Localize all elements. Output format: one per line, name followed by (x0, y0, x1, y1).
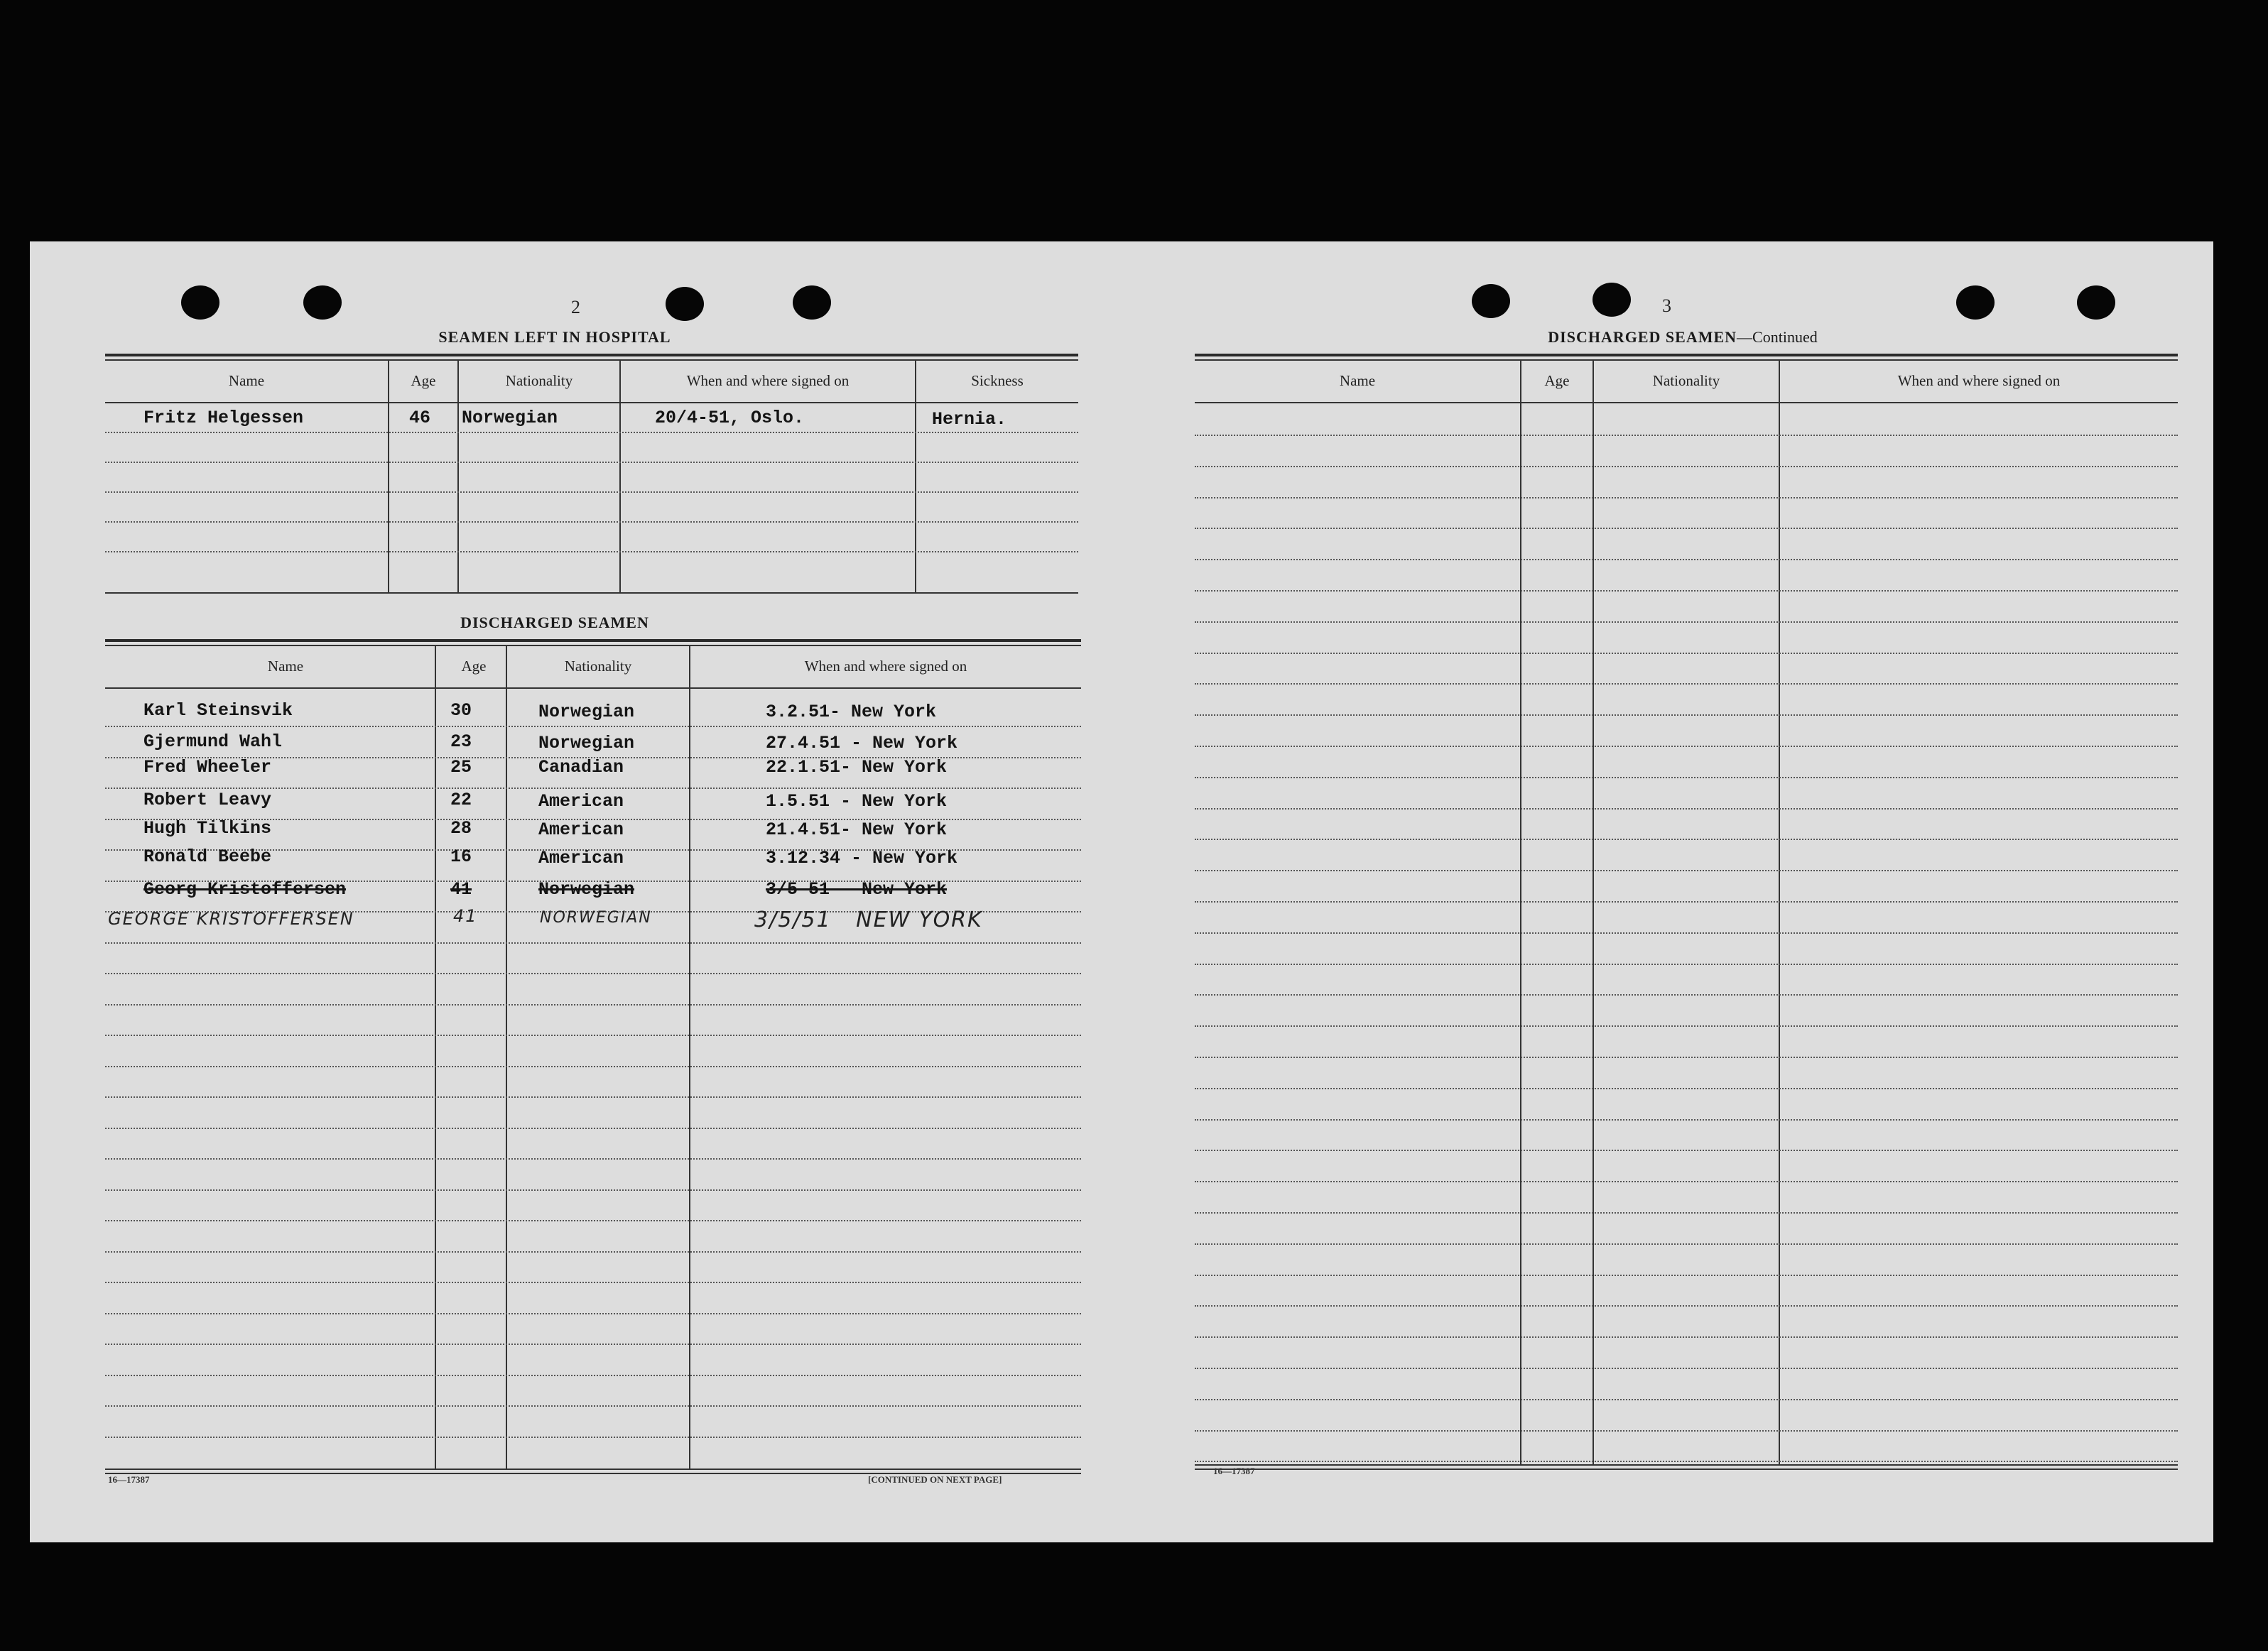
hospital-header-age: Age (411, 372, 436, 389)
form-number-right: 16—17387 (1213, 1466, 1255, 1476)
discharged-header-signed-on: When and where signed on (804, 658, 967, 675)
row-line (1195, 1399, 2178, 1400)
row-line (105, 1375, 1081, 1376)
row-line (1195, 932, 2178, 934)
row-line (1195, 839, 2178, 840)
row-line (1195, 964, 2178, 965)
continued-note: [CONTINUED ON NEXT PAGE] (868, 1474, 1002, 1485)
row-line (105, 1282, 1081, 1283)
right-title-continued: —Continued (1737, 328, 1818, 346)
row-line (105, 1189, 1081, 1191)
column-divider (506, 646, 507, 1470)
row-line (1195, 683, 2178, 685)
discharged-row-age: 30 (450, 700, 472, 721)
rule (105, 402, 1078, 403)
row-line (105, 1004, 1081, 1006)
hospital-header-name: Name (228, 372, 265, 389)
punch-hole (303, 285, 342, 320)
row-line (1195, 497, 2178, 498)
row-line (1195, 1088, 2178, 1089)
row-line (105, 1344, 1081, 1345)
right-header-name: Name (1339, 372, 1376, 389)
discharged-header-age: Age (461, 658, 487, 675)
punch-hole (666, 287, 704, 321)
punch-hole (2077, 285, 2115, 320)
page-number-right: 3 (1662, 295, 1671, 316)
discharged-row-age: 16 (450, 846, 472, 867)
hospital-row-sickness: Hernia. (932, 409, 1007, 430)
row-line (1195, 1275, 2178, 1276)
row-line (1195, 435, 2178, 436)
discharged-row-name: Fred Wheeler (143, 757, 272, 778)
hospital-section-title: SEAMEN LEFT IN HOSPITAL (438, 328, 671, 346)
discharged-header-name: Name (267, 658, 304, 675)
right-title-main: DISCHARGED SEAMEN (1548, 328, 1737, 346)
page-number-left: 2 (571, 297, 580, 317)
row-line (105, 726, 1081, 727)
row-line (1195, 528, 2178, 529)
discharged-header-nationality: Nationality (564, 658, 632, 675)
discharged-row-signed-on: 3.12.34 - New York (766, 848, 958, 868)
discharged-row-nationality-struck: Norwegian (538, 879, 635, 900)
punch-hole (793, 285, 831, 320)
row-line (1195, 994, 2178, 996)
rule (105, 359, 1078, 361)
discharged-row-signed-on-struck: 3/5-51 - New York (766, 879, 948, 900)
discharged-row-age: 23 (450, 731, 472, 752)
discharged-row-name: Karl Steinsvik (143, 700, 293, 721)
row-line (105, 1066, 1081, 1067)
row-line (1195, 621, 2178, 623)
row-line (1195, 1305, 2178, 1307)
row-line (105, 1313, 1081, 1314)
discharged-row-name-struck: Georg Kristoffersen (143, 879, 347, 900)
hospital-header-sickness: Sickness (971, 372, 1024, 389)
discharged-row-signed-on: 22.1.51- New York (766, 757, 948, 778)
rule (105, 354, 1078, 356)
row-line (105, 973, 1081, 974)
rule (105, 592, 1078, 594)
handwritten-nationality: NORWEGIAN (540, 909, 652, 927)
document-sheet (30, 241, 2213, 1542)
discharged-row-signed-on: 3.2.51- New York (766, 702, 937, 722)
column-divider (435, 646, 436, 1470)
right-header-nationality: Nationality (1652, 372, 1720, 389)
column-divider (457, 361, 459, 592)
row-line (1195, 1212, 2178, 1214)
rule (1195, 359, 2178, 361)
row-line (105, 551, 1078, 552)
discharged-row-name: Hugh Tilkins (143, 818, 272, 839)
row-line (105, 1220, 1081, 1221)
row-line (1195, 653, 2178, 654)
right-header-age: Age (1544, 372, 1570, 389)
discharged-row-nationality: American (538, 791, 624, 812)
rule (105, 687, 1081, 689)
discharged-row-signed-on: 27.4.51 - New York (766, 733, 958, 753)
handwritten-name: GEORGE KRISTOFFERSEN (108, 909, 354, 929)
row-line (1195, 1430, 2178, 1432)
rule (1195, 354, 2178, 356)
rule (105, 639, 1081, 642)
right-header-signed-on: When and where signed on (1897, 372, 2061, 389)
row-line (1195, 901, 2178, 903)
discharged-row-age: 28 (450, 818, 472, 839)
rule (105, 1469, 1081, 1470)
row-line (1195, 1025, 2178, 1027)
discharged-row-nationality: Norwegian (538, 702, 635, 722)
row-line (105, 1437, 1081, 1438)
discharged-row-name: Ronald Beebe (143, 846, 272, 867)
punch-hole (1593, 283, 1631, 317)
row-line (105, 521, 1078, 523)
row-line (105, 491, 1078, 493)
rule (1195, 1469, 2178, 1470)
row-line (105, 1251, 1081, 1253)
handwritten-signed-on: 3/5/51 NEW YORK (754, 908, 983, 932)
form-number-left: 16—17387 (108, 1474, 150, 1485)
handwritten-age: 41 (453, 906, 478, 926)
hospital-header-nationality: Nationality (505, 372, 573, 389)
row-line (1195, 1243, 2178, 1245)
row-line (105, 1405, 1081, 1407)
row-line (105, 1035, 1081, 1036)
hospital-header-signed-on: When and where signed on (686, 372, 850, 389)
row-line (1195, 1336, 2178, 1338)
row-line (1195, 1181, 2178, 1182)
row-line (1195, 1150, 2178, 1151)
discharged-row-nationality: Canadian (538, 757, 624, 778)
hospital-row-signed-on: 20/4-51, Oslo. (655, 408, 805, 428)
hospital-row-age: 46 (409, 408, 431, 428)
discharged-row-nationality: American (538, 819, 624, 840)
discharged-row-name: Robert Leavy (143, 790, 272, 810)
row-line (105, 462, 1078, 463)
column-divider (388, 361, 389, 592)
discharged-row-signed-on: 1.5.51 - New York (766, 791, 948, 812)
discharged-row-nationality: American (538, 848, 624, 868)
row-line (1195, 1119, 2178, 1121)
row-line (105, 788, 1081, 789)
row-line (1195, 466, 2178, 467)
row-line (105, 1096, 1081, 1098)
row-line (1195, 1057, 2178, 1058)
discharged-section-title: DISCHARGED SEAMEN (460, 614, 649, 631)
discharged-row-age: 25 (450, 757, 472, 778)
discharged-row-age-struck: 41 (450, 879, 472, 900)
rule (1195, 1464, 2178, 1466)
column-divider (1779, 361, 1780, 1466)
row-line (1195, 746, 2178, 747)
column-divider (1593, 361, 1594, 1466)
column-divider (915, 361, 916, 592)
discharged-row-signed-on: 21.4.51- New York (766, 819, 948, 840)
punch-hole (181, 285, 219, 320)
right-section-title (1195, 328, 2171, 347)
row-line (1195, 559, 2178, 560)
column-divider (1520, 361, 1521, 1466)
row-line (1195, 777, 2178, 778)
row-line (1195, 808, 2178, 810)
punch-hole (1472, 284, 1510, 318)
row-line (105, 1128, 1081, 1129)
row-line (105, 1158, 1081, 1160)
column-divider (689, 646, 690, 1470)
row-line (105, 942, 1081, 944)
punch-hole (1956, 285, 1995, 320)
row-line (1195, 870, 2178, 871)
row-line (1195, 1461, 2178, 1462)
discharged-row-nationality: Norwegian (538, 733, 635, 753)
hospital-row-name: Fritz Helgessen (143, 408, 304, 428)
rule (1195, 402, 2178, 403)
column-divider (619, 361, 621, 592)
row-line (1195, 714, 2178, 716)
row-line (1195, 590, 2178, 592)
discharged-row-name: Gjermund Wahl (143, 731, 283, 752)
rule (105, 645, 1081, 646)
hospital-row-nationality: Norwegian (462, 408, 558, 428)
row-line (105, 432, 1078, 433)
discharged-row-age: 22 (450, 790, 472, 810)
row-line (1195, 1368, 2178, 1369)
